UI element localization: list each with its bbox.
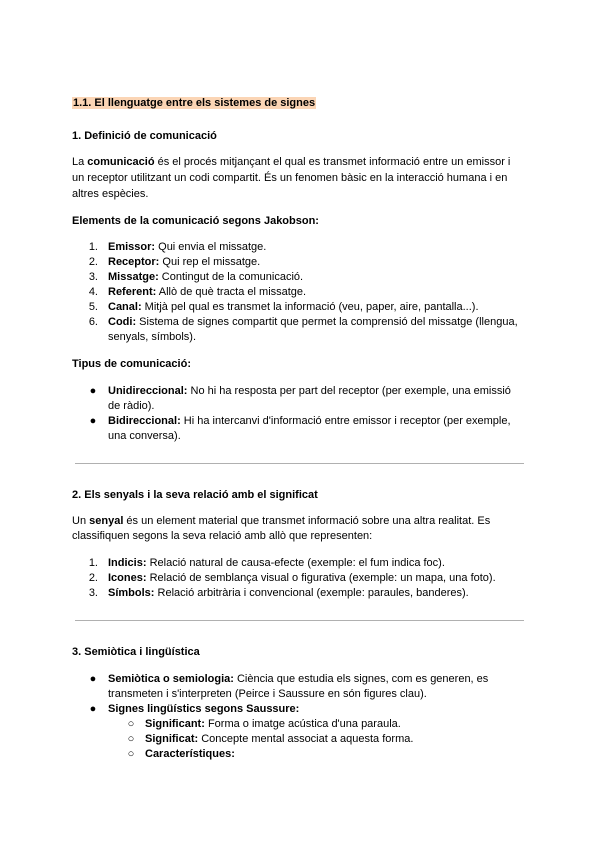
- circle-bullet-icon: ○: [127, 733, 135, 745]
- para-term: comunicació: [87, 156, 155, 168]
- item-term: Indicis:: [108, 557, 147, 569]
- section1-para-line1: [72, 155, 510, 170]
- list-number: 2.: [88, 572, 98, 584]
- list-item: [108, 384, 511, 399]
- section2-para-line1: [72, 514, 490, 529]
- list-number: 3.: [88, 587, 98, 599]
- item-term: Bidireccional:: [108, 415, 181, 427]
- item-text: Relació arbitrària i convencional (exemple: paraules, banderes).: [154, 587, 469, 599]
- section3-heading: 3. Semiòtica i lingüística: [72, 646, 200, 658]
- list-item: [108, 414, 511, 429]
- list-item-continuation: una conversa).: [108, 430, 181, 442]
- list-item-continuation: transmeten i s'interpreten (Peirce i Saussure en són figures clau).: [108, 688, 427, 700]
- item-term: Icones:: [108, 572, 147, 584]
- section2-heading: 2. Els senyals i la seva relació amb el significat: [72, 489, 318, 501]
- item-text: Ciència que estudia els signes, com es generen, es: [233, 673, 489, 685]
- section1-heading: 1. Definició de comunicació: [72, 130, 217, 142]
- item-text: Mitjà pel qual es transmet la informació (veu, paper, aire, pantalla...).: [141, 301, 479, 313]
- section1-para-line2: un receptor utilitzant un codi compartit. És un fenomen bàsic en la interacció humana i en: [72, 172, 508, 184]
- title-highlight: 1.1. El llenguatge entre els sistemes de signes: [73, 97, 316, 109]
- section1-para-line3: altres espècies.: [72, 188, 149, 200]
- para-text: és el procés mitjançant el qual es transmet informació entre un emissor i: [154, 156, 511, 168]
- list-number: 5.: [88, 301, 98, 313]
- item-term: Unidireccional:: [108, 385, 188, 397]
- document-title: [72, 96, 316, 111]
- section2-para-line2: classifiquen segons la seva relació amb allò que representen:: [72, 530, 373, 542]
- item-term: Símbols:: [108, 587, 155, 599]
- item-term: Emissor:: [108, 241, 156, 253]
- list-item: [108, 255, 260, 270]
- item-term: Receptor:: [108, 256, 160, 268]
- item-term: Semiòtica o semiologia:: [108, 673, 234, 685]
- para-text: Un: [72, 515, 90, 527]
- list-item-continuation: de ràdio).: [108, 400, 155, 412]
- list-item: [108, 702, 299, 717]
- sub-list-item: [145, 732, 413, 747]
- para-text: La: [72, 156, 88, 168]
- item-term: Significat:: [145, 733, 199, 745]
- item-term: Codi:: [108, 316, 137, 328]
- item-text: No hi ha resposta per part del receptor (per exemple, una emissió: [187, 385, 511, 397]
- item-term: Característiques:: [145, 748, 235, 760]
- horizontal-rule: [75, 620, 524, 621]
- list-item: [108, 300, 479, 315]
- para-term: senyal: [89, 515, 124, 527]
- elements-heading: Elements de la comunicació segons Jakobson:: [72, 215, 319, 227]
- list-item: [108, 586, 469, 601]
- list-item: [108, 315, 518, 330]
- item-term: Signes lingüístics segons Saussure:: [108, 703, 300, 715]
- item-term: Missatge:: [108, 271, 159, 283]
- item-text: Concepte mental associat a aquesta forma.: [198, 733, 414, 745]
- bullet-icon: ●: [89, 703, 97, 715]
- bullet-icon: ●: [89, 415, 97, 427]
- para-text: és un element material que transmet informació sobre una altra realitat. Es: [123, 515, 491, 527]
- list-item: [108, 285, 306, 300]
- list-item: [108, 672, 488, 687]
- sub-list-item: [145, 717, 401, 732]
- list-item: [108, 556, 445, 571]
- list-number: 2.: [88, 256, 98, 268]
- list-number: 6.: [88, 316, 98, 328]
- list-number: 1.: [88, 557, 98, 569]
- list-number: 1.: [88, 241, 98, 253]
- horizontal-rule: [75, 463, 524, 464]
- list-number: 4.: [88, 286, 98, 298]
- item-text: Qui rep el missatge.: [159, 256, 261, 268]
- bullet-icon: ●: [89, 385, 97, 397]
- item-text: Forma o imatge acústica d'una paraula.: [204, 718, 401, 730]
- item-term: Referent:: [108, 286, 157, 298]
- item-text: Sistema de signes compartit que permet la comprensió del missatge (llengua,: [136, 316, 518, 328]
- item-text: Relació natural de causa-efecte (exemple: el fum indica foc).: [146, 557, 445, 569]
- sub-list-item: [145, 747, 235, 762]
- item-term: Canal:: [108, 301, 142, 313]
- list-number: 3.: [88, 271, 98, 283]
- list-item-continuation: senyals, símbols).: [108, 331, 197, 343]
- item-text: Allò de què tracta el missatge.: [156, 286, 307, 298]
- item-term: Significant:: [145, 718, 205, 730]
- circle-bullet-icon: ○: [127, 748, 135, 760]
- item-text: Relació de semblança visual o figurativa (exemple: un mapa, una foto).: [146, 572, 496, 584]
- list-item: [108, 270, 303, 285]
- item-text: Hi ha intercanvi d'informació entre emissor i receptor (per exemple,: [180, 415, 511, 427]
- bullet-icon: ●: [89, 673, 97, 685]
- list-item: [108, 240, 266, 255]
- types-heading: Tipus de comunicació:: [72, 358, 191, 370]
- item-text: Contingut de la comunicació.: [158, 271, 304, 283]
- item-text: Qui envia el missatge.: [155, 241, 267, 253]
- circle-bullet-icon: ○: [127, 718, 135, 730]
- list-item: [108, 571, 496, 586]
